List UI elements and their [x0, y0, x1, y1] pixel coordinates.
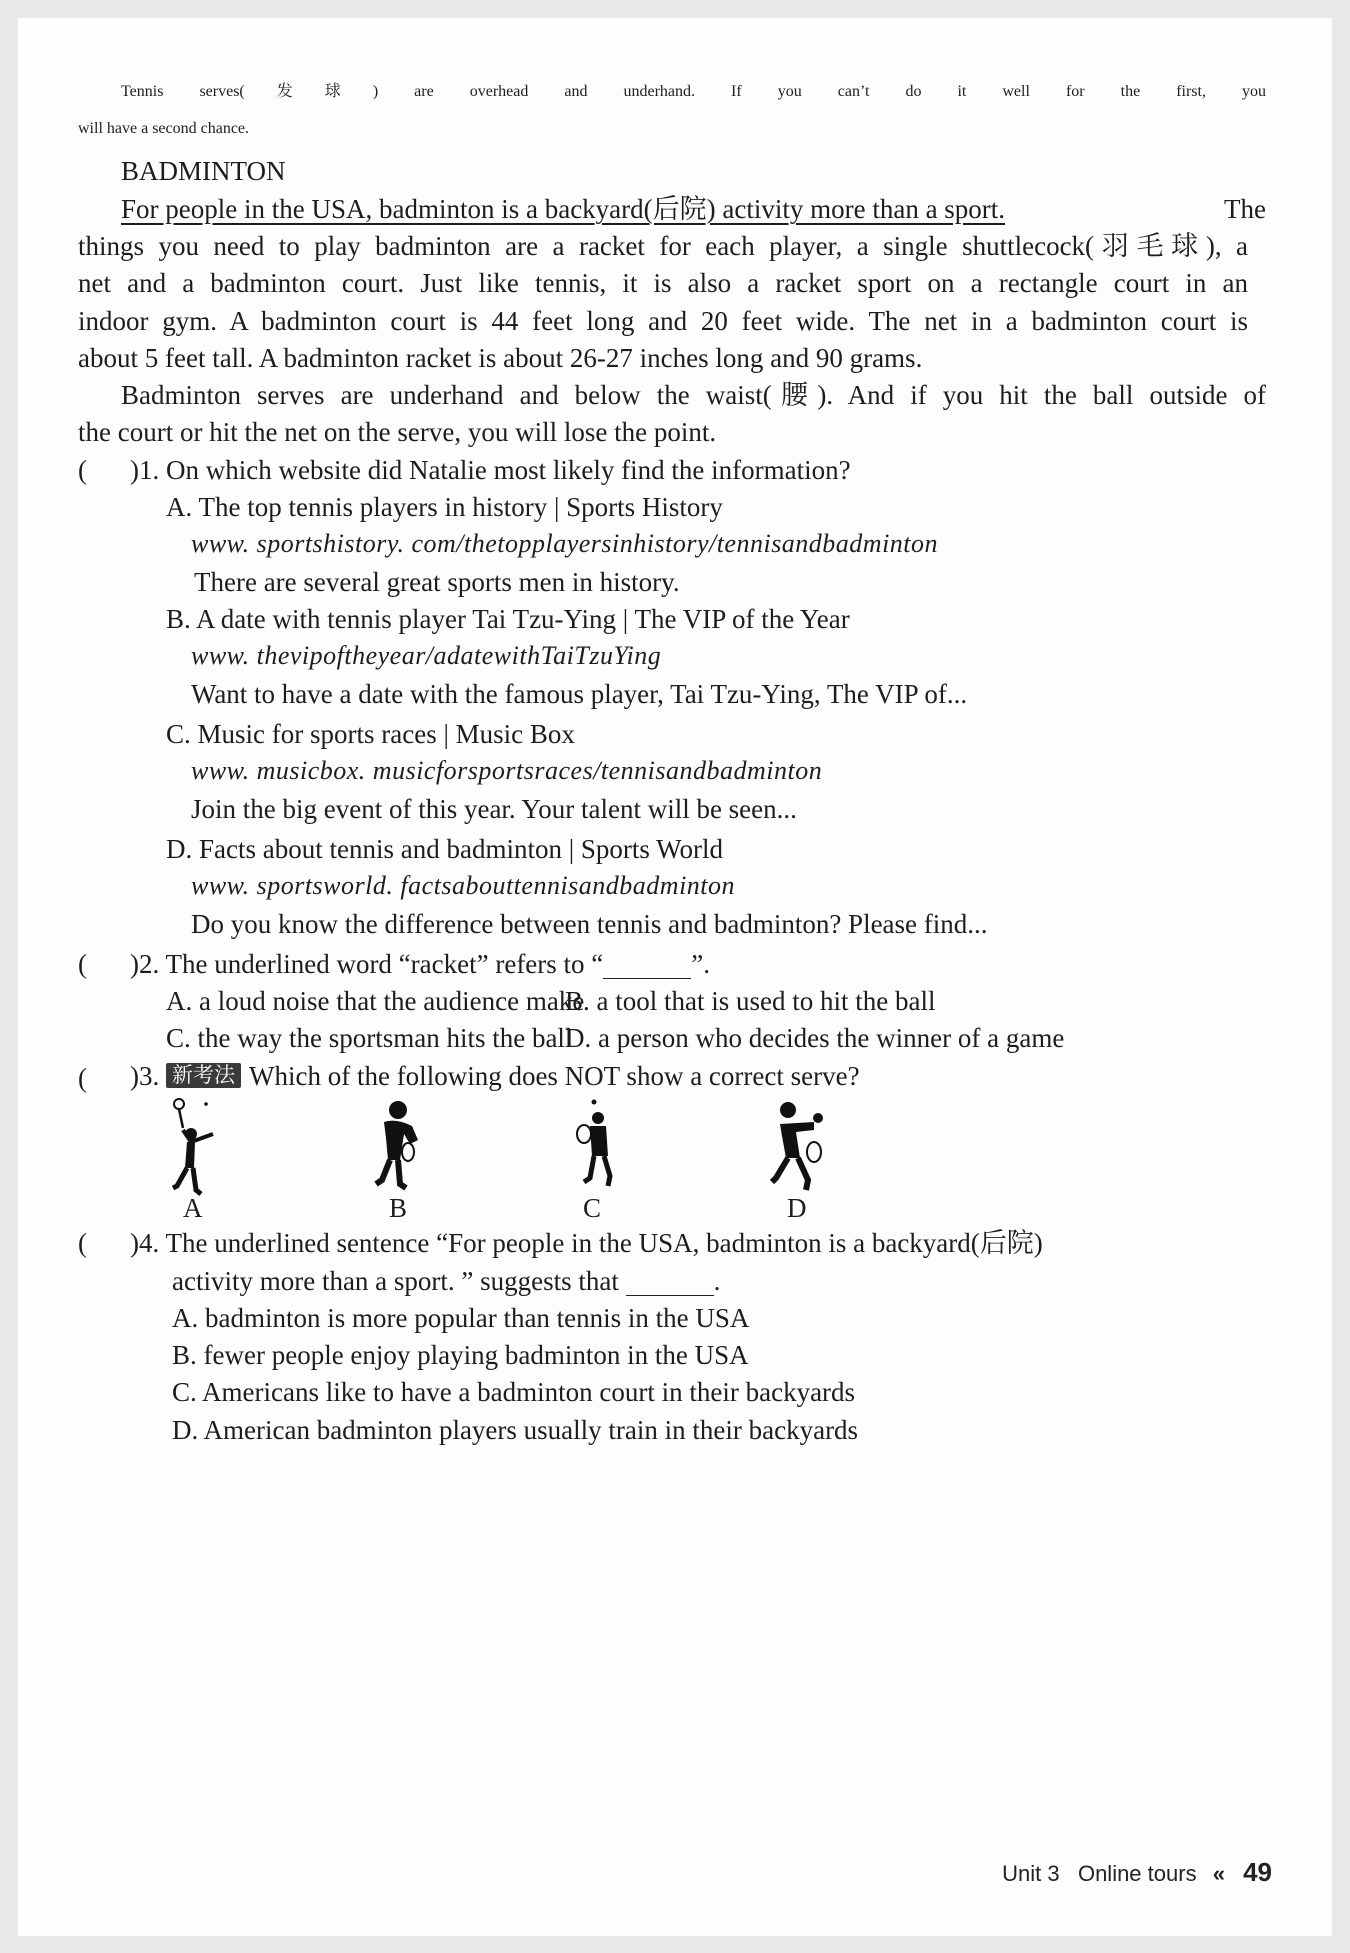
figure-label-a: A: [183, 1193, 203, 1223]
chevron-left-icon: «: [1212, 1861, 1225, 1886]
serve-figure-icon-c: [566, 1098, 636, 1208]
question-3-stem: [130, 1063, 860, 1090]
q2-option-d: D. a person who decides the winner of a game: [565, 1023, 1065, 1053]
q1-option-b-url: www. thevipoftheyear/adatewithTaiTzuYing: [191, 641, 662, 670]
figure-label-d: D: [787, 1193, 807, 1223]
answer-blank[interactable]: [626, 1268, 714, 1296]
answer-paren[interactable]: (: [78, 949, 87, 979]
q1-option-d-desc: Do you know the difference between tennis and badminton? Please find...: [191, 909, 988, 939]
section-heading: BADMINTON: [121, 156, 286, 186]
q1-option-c-title: C. Music for sports races | Music Box: [166, 719, 575, 749]
question-1-stem: )1. On which website did Natalie most likely find the information?: [130, 455, 851, 485]
question-3-number: )3.: [130, 1061, 160, 1091]
serve-figure-icon-a: [163, 1098, 233, 1208]
page-footer: [1002, 1857, 1272, 1888]
question-2-stem-end: ”.: [691, 949, 711, 979]
q2-option-a: A. a loud noise that the audience make: [166, 986, 585, 1016]
passage-line: will have a second chance.: [78, 120, 250, 137]
answer-paren[interactable]: (: [78, 1063, 87, 1093]
q2-option-c: C. the way the sportsman hits the ball: [166, 1023, 573, 1053]
figure-label-b: B: [389, 1193, 408, 1223]
q4-option-b: B. fewer people enjoy playing badminton in the USA: [172, 1340, 749, 1370]
q1-option-a-desc: There are several great sports men in history.: [194, 567, 680, 597]
question-4-stem: )4. The underlined sentence “For people in the USA, badminton is a backyard(后院): [130, 1228, 1043, 1258]
q1-option-d-url: www. sportsworld. factsabouttennisandbadminton: [191, 871, 736, 900]
passage-line: indoor gym. A badminton court is 44 feet long and 20 feet wide. The net in a badminton court is: [78, 306, 1248, 336]
q4-option-d: D. American badminton players usually train in their backyards: [172, 1415, 859, 1445]
question-4-stem-cont: [172, 1268, 720, 1296]
question-2-stem-text: )2. The underlined word “racket” refers to “: [130, 949, 604, 979]
q1-option-a-title: A. The top tennis players in history | Sports History: [166, 492, 723, 522]
passage-line: about 5 feet tall. A badminton racket is about 26-27 inches long and 90 grams.: [78, 343, 923, 373]
passage-line: Tennis serves(发球) are overhead and underhand. If you can’t do it well for the first, you: [121, 83, 1266, 100]
q4-option-a: A. badminton is more popular than tennis in the USA: [172, 1303, 750, 1333]
question-4-stem-end: .: [713, 1266, 721, 1296]
q1-option-b-title: B. A date with tennis player Tai Tzu-Ying | The VIP of the Year: [166, 604, 850, 634]
q1-option-c-desc: Join the big event of this year. Your talent will be seen...: [191, 794, 797, 824]
question-4-stem-text: activity more than a sport. ” suggests that: [172, 1266, 619, 1296]
question-2-stem: [130, 951, 710, 979]
page-number: 49: [1243, 1857, 1272, 1887]
figure-label-c: C: [583, 1193, 602, 1223]
q1-option-d-title: D. Facts about tennis and badminton | Sports World: [166, 834, 723, 864]
answer-paren[interactable]: (: [78, 455, 87, 485]
q1-option-c-url: www. musicbox. musicforsportsraces/tennisandbadminton: [191, 756, 823, 785]
question-3-text: Which of the following does NOT show a correct serve?: [249, 1061, 860, 1091]
passage-text: The: [1224, 194, 1266, 224]
underlined-sentence: For people in the USA, badminton is a backyard(后院) activity more than a sport.: [121, 194, 1006, 224]
passage-line: the court or hit the net on the serve, you will lose the point.: [78, 417, 717, 447]
unit-title: Online tours: [1077, 1861, 1197, 1886]
answer-blank[interactable]: [603, 951, 691, 979]
passage-line: [121, 196, 1266, 223]
q1-option-b-desc: Want to have a date with the famous player, Tai Tzu-Ying, The VIP of...: [191, 679, 968, 709]
q4-option-c: C. Americans like to have a badminton court in their backyards: [172, 1377, 856, 1407]
q2-option-b: B. a tool that is used to hit the ball: [565, 986, 936, 1016]
new-method-badge: 新考法: [166, 1063, 241, 1088]
passage-line: things you need to play badminton are a racket for each player, a single shuttlecock(羽毛球), a: [78, 231, 1248, 261]
answer-paren[interactable]: (: [78, 1228, 87, 1258]
page: [18, 18, 1332, 1936]
passage-line: Badminton serves are underhand and below the waist(腰). And if you hit the ball outside of: [121, 380, 1266, 410]
unit-label: Unit 3: [1002, 1861, 1060, 1886]
passage-line: net and a badminton court. Just like tennis, it is also a racket sport on a rectangle court in an: [78, 268, 1248, 298]
q1-option-a-url: www. sportshistory. com/thetopplayersinhistory/tennisandbadminton: [191, 529, 939, 558]
